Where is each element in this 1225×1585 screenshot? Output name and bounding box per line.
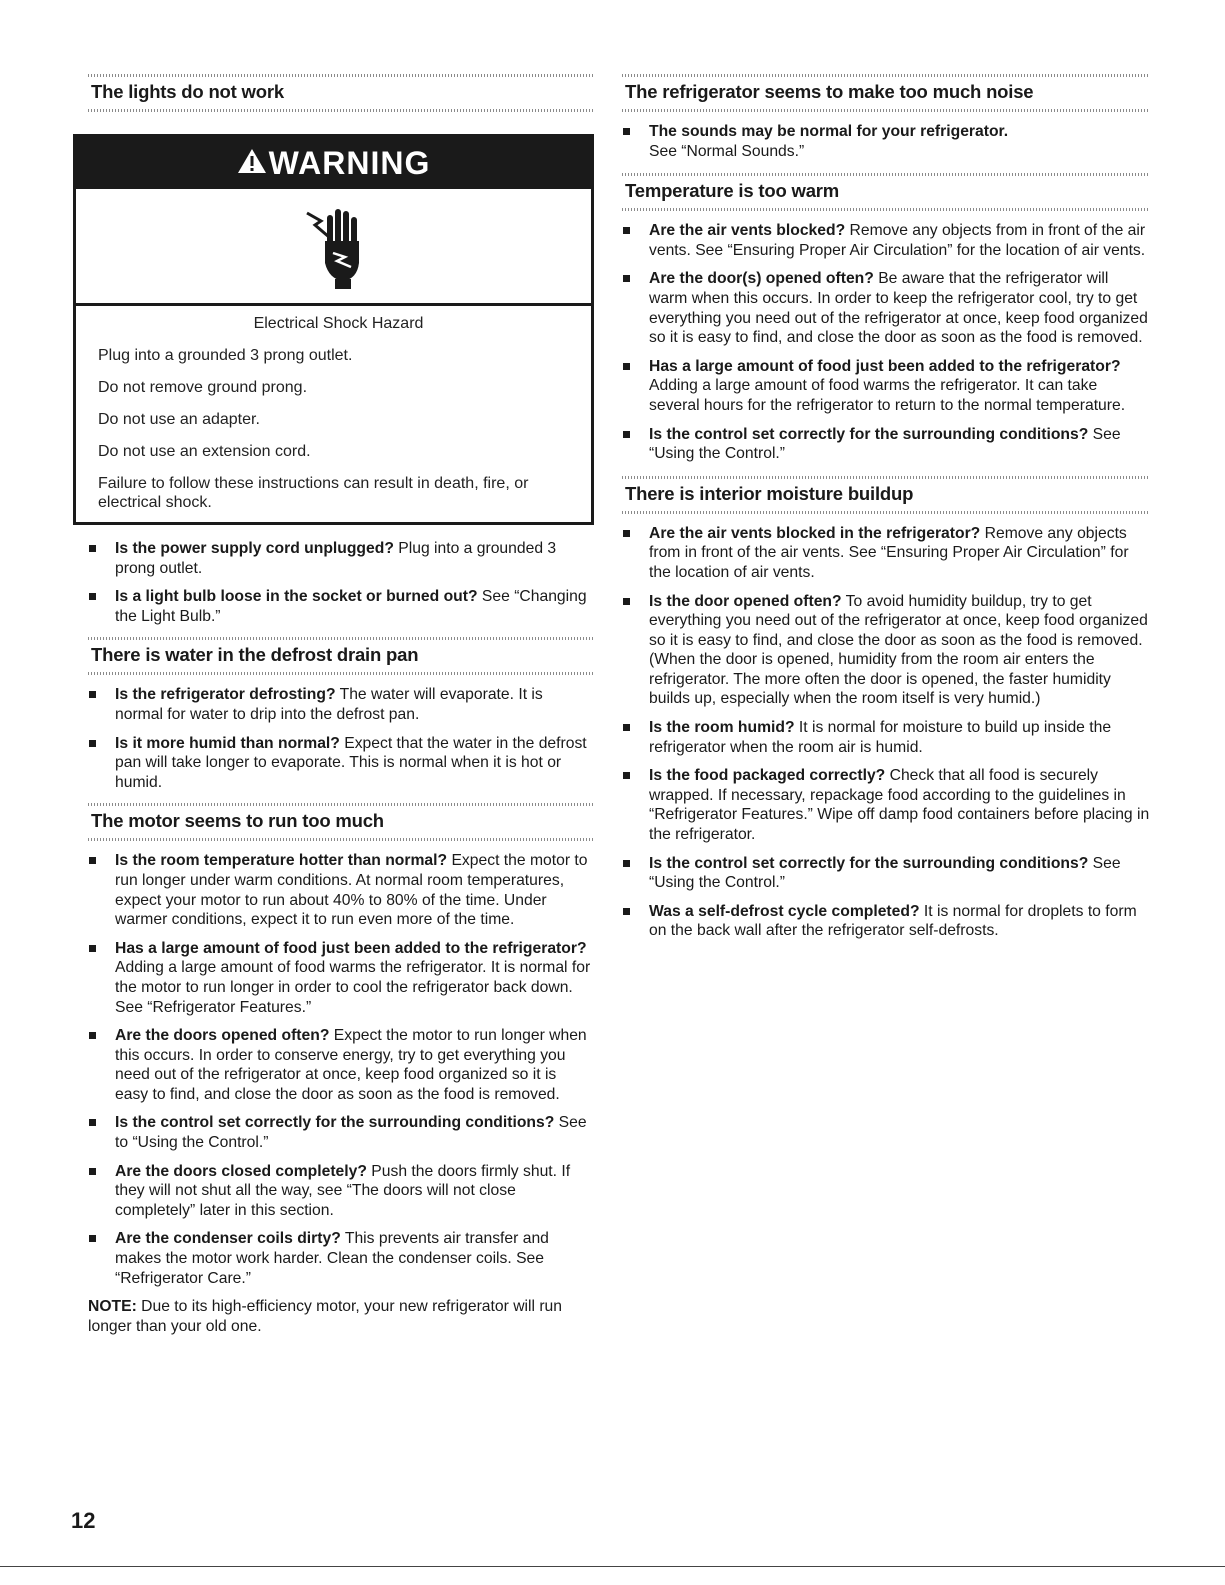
- bullet-list: [88, 539, 593, 626]
- section-header: [622, 474, 1150, 514]
- bullet-square-icon: [623, 128, 630, 135]
- bullet-square-icon: [623, 431, 630, 438]
- warm-section: [622, 171, 1150, 464]
- bullet-square-icon: [623, 530, 630, 537]
- electric-shock-hand-icon: [299, 201, 369, 291]
- section-title: There is interior moisture buildup: [625, 482, 914, 504]
- list-item: [622, 766, 1150, 844]
- question: Is the room humid?: [649, 719, 795, 737]
- section-title: The lights do not work: [91, 81, 284, 102]
- answer: Plug into a grounded 3 prong outlet.: [115, 540, 557, 577]
- list-item: [622, 357, 1150, 416]
- answer: Check that all food is securely wrapped. If necessary, repackage food according to the guidelines in “Refrigerator Features.” Wipe off damp food containers before placing in the refrigerator.: [649, 767, 1150, 844]
- section-header: [88, 635, 593, 675]
- answer: It is normal for moisture to build up inside the refrigerator when the room air is humid.: [649, 719, 1112, 756]
- question: Is the room temperature hotter than normal?: [115, 852, 448, 870]
- list-item: [622, 592, 1150, 710]
- list-item: [88, 685, 593, 724]
- answer: It is normal for droplets to form on the back wall after the refrigerator self-defrosts.: [649, 902, 1137, 940]
- list-item: [622, 269, 1150, 347]
- answer: Adding a large amount of food warms the refrigerator. It can take several hours for the refrigerator to return to the normal temperature.: [649, 377, 1126, 414]
- question: Are the air vents blocked in the refrigerator?: [649, 524, 981, 542]
- warning-line: Plug into a grounded 3 prong outlet.: [98, 347, 353, 364]
- noise-section: [622, 72, 1150, 161]
- answer: Adding a large amount of food warms the refrigerator. It is normal for the motor to run longer in order to cool the refrigerator back down. See “Refrigerator Features.”: [115, 959, 591, 1016]
- answer: See “Normal Sounds.”: [649, 142, 805, 160]
- bullet-list: [622, 221, 1150, 464]
- bottom-rule: [0, 1566, 1225, 1567]
- section-header: [622, 72, 1150, 112]
- answer: Remove any objects from in front of the air vents. See “Ensuring Proper Air Circulation” for the location of air vents.: [649, 524, 1129, 581]
- bullet-square-icon: [89, 1168, 96, 1175]
- bullet-square-icon: [89, 691, 96, 698]
- bullet-square-icon: [89, 740, 96, 747]
- bullet-square-icon: [623, 227, 630, 234]
- answer: Push the doors firmly shut. If they will not shut all the way, see “The doors will not close completely” later in this section.: [115, 1162, 571, 1219]
- warning-box: [73, 134, 594, 525]
- question: Is the food packaged correctly?: [649, 767, 886, 785]
- bullet-square-icon: [89, 1235, 96, 1242]
- bullet-square-icon: [89, 545, 96, 552]
- bullet-square-icon: [89, 1032, 96, 1039]
- bullet-list: [622, 524, 1150, 941]
- answer: Expect the motor to run longer under warm conditions. At normal room temperatures, expect your motor to run about 40% to 80% of the time. Under warmer conditions, expect it to run even more of the time.: [115, 852, 588, 929]
- bullet-square-icon: [89, 945, 96, 952]
- question: Has a large amount of food just been added to the refrigerator?: [115, 939, 587, 957]
- bullet-square-icon: [623, 363, 630, 370]
- question: Are the door(s) opened often?: [649, 270, 874, 288]
- question: Is the control set correctly for the surrounding conditions?: [649, 854, 1089, 872]
- question: Is a light bulb loose in the socket or burned out?: [115, 588, 478, 606]
- section-header: [622, 171, 1150, 211]
- answer: See “Changing the Light Bulb.”: [115, 588, 587, 625]
- question: Are the air vents blocked?: [649, 222, 846, 240]
- warning-line: Do not use an adapter.: [98, 411, 260, 428]
- answer: See “Using the Control.”: [649, 425, 1121, 463]
- bullet-list: [622, 122, 1150, 161]
- question: Is the control set correctly for the surrounding conditions?: [649, 425, 1089, 443]
- answer: Be aware that the refrigerator will warm when this occurs. In order to keep the refrigerator cool, try to get everything you need out of the refrigerator at once, keep food organized so it is easy to find, and close the door as soon as the food is removed.: [649, 270, 1148, 347]
- bullet-list: [88, 685, 593, 792]
- list-item: [88, 1229, 593, 1288]
- question: Are the doors closed completely?: [115, 1162, 367, 1180]
- note: [88, 1297, 593, 1336]
- warning-header: [76, 137, 591, 189]
- motor-section: [88, 801, 593, 1336]
- note-label: NOTE:: [88, 1298, 137, 1316]
- right-column: [622, 72, 1150, 950]
- answer: Expect the motor to run longer when this occurs. In order to conserve energy, try to get everything you need out of the refrigerator at once, keep food organized so it is easy to find, and close the door as soon as the food is removed.: [115, 1027, 587, 1103]
- section-title: The motor seems to run too much: [91, 810, 384, 832]
- question: Are the condenser coils dirty?: [115, 1230, 341, 1248]
- lights-section: [88, 72, 593, 626]
- list-item: [622, 902, 1150, 941]
- warning-line: Do not use an extension cord.: [98, 443, 311, 460]
- list-item: [622, 854, 1150, 893]
- answer: The water will evaporate. It is normal for water to drip into the defrost pan.: [115, 686, 543, 723]
- warning-line: Failure to follow these instructions can result in death, fire, or electrical shock.: [98, 475, 529, 511]
- bullet-square-icon: [623, 772, 630, 779]
- list-item: [622, 718, 1150, 757]
- question: Is the door opened often?: [649, 592, 842, 610]
- answer: Expect that the water in the defrost pan will take longer to evaporate. This is normal when it is hot or humid.: [115, 734, 587, 791]
- answer: See “Using the Control.”: [649, 854, 1121, 892]
- list-item: [622, 221, 1150, 260]
- section-header: [88, 801, 593, 841]
- bullet-square-icon: [89, 857, 96, 864]
- moisture-section: [622, 474, 1150, 941]
- section-title: There is water in the defrost drain pan: [91, 644, 419, 666]
- bullet-square-icon: [89, 1119, 96, 1126]
- question: The sounds may be normal for your refrigerator.: [649, 123, 1009, 140]
- section-title: The refrigerator seems to make too much noise: [625, 81, 1034, 102]
- list-item: [622, 425, 1150, 464]
- note-text: Due to its high-efficiency motor, your new refrigerator will run longer than your old one.: [88, 1298, 563, 1335]
- hazard-label: Electrical Shock Hazard: [253, 315, 424, 332]
- list-item: [88, 851, 593, 929]
- answer: This prevents air transfer and makes the motor work harder. Clean the condenser coils. See “Refrigerator Care.”: [115, 1230, 549, 1287]
- bullet-square-icon: [623, 860, 630, 867]
- bullet-square-icon: [623, 724, 630, 731]
- left-column: [88, 72, 593, 1340]
- question: Is the power supply cord unplugged?: [115, 540, 394, 557]
- question: Is the refrigerator defrosting?: [115, 686, 336, 704]
- bullet-list: [88, 851, 593, 1288]
- list-item: [622, 122, 1150, 161]
- list-item: [88, 1162, 593, 1221]
- list-item: [88, 1026, 593, 1104]
- list-item: [622, 524, 1150, 583]
- bullet-square-icon: [623, 908, 630, 915]
- list-item: [88, 734, 593, 793]
- list-item: [88, 939, 593, 1017]
- question: Is it more humid than normal?: [115, 734, 340, 752]
- warning-icon-area: [76, 189, 591, 306]
- warning-body: [76, 306, 591, 522]
- question: Was a self-defrost cycle completed?: [649, 902, 920, 920]
- bullet-square-icon: [623, 598, 630, 605]
- warning-line: Do not remove ground prong.: [98, 379, 308, 396]
- warning-triangle-icon: [237, 137, 267, 189]
- section-title: Temperature is too warm: [625, 180, 840, 202]
- question: Are the doors opened often?: [115, 1027, 330, 1045]
- page-number: 12: [71, 1508, 96, 1533]
- water-section: [88, 635, 593, 792]
- section-header: [88, 72, 593, 112]
- bullet-square-icon: [89, 593, 96, 600]
- list-item: [88, 1113, 593, 1152]
- list-item: [88, 539, 593, 578]
- list-item: [88, 587, 593, 626]
- question: Has a large amount of food just been added to the refrigerator?: [649, 357, 1121, 375]
- warning-title: WARNING: [268, 145, 431, 181]
- answer: To avoid humidity buildup, try to get everything you need out of the refrigerator at once, keep food organized so it is easy to find, and close the door as soon as the food is removed. (When the door is opened, humidity from the room air enters the refrigerator. The more often the door is opened, the faster humidity builds up, especially when the room itself is very humid.): [649, 592, 1148, 708]
- question: Is the control set correctly for the surrounding conditions?: [115, 1114, 555, 1132]
- answer: See to “Using the Control.”: [115, 1114, 587, 1152]
- bullet-square-icon: [623, 275, 630, 282]
- answer: Remove any objects from in front of the air vents. See “Ensuring Proper Air Circulation” for the location of air vents.: [649, 222, 1146, 259]
